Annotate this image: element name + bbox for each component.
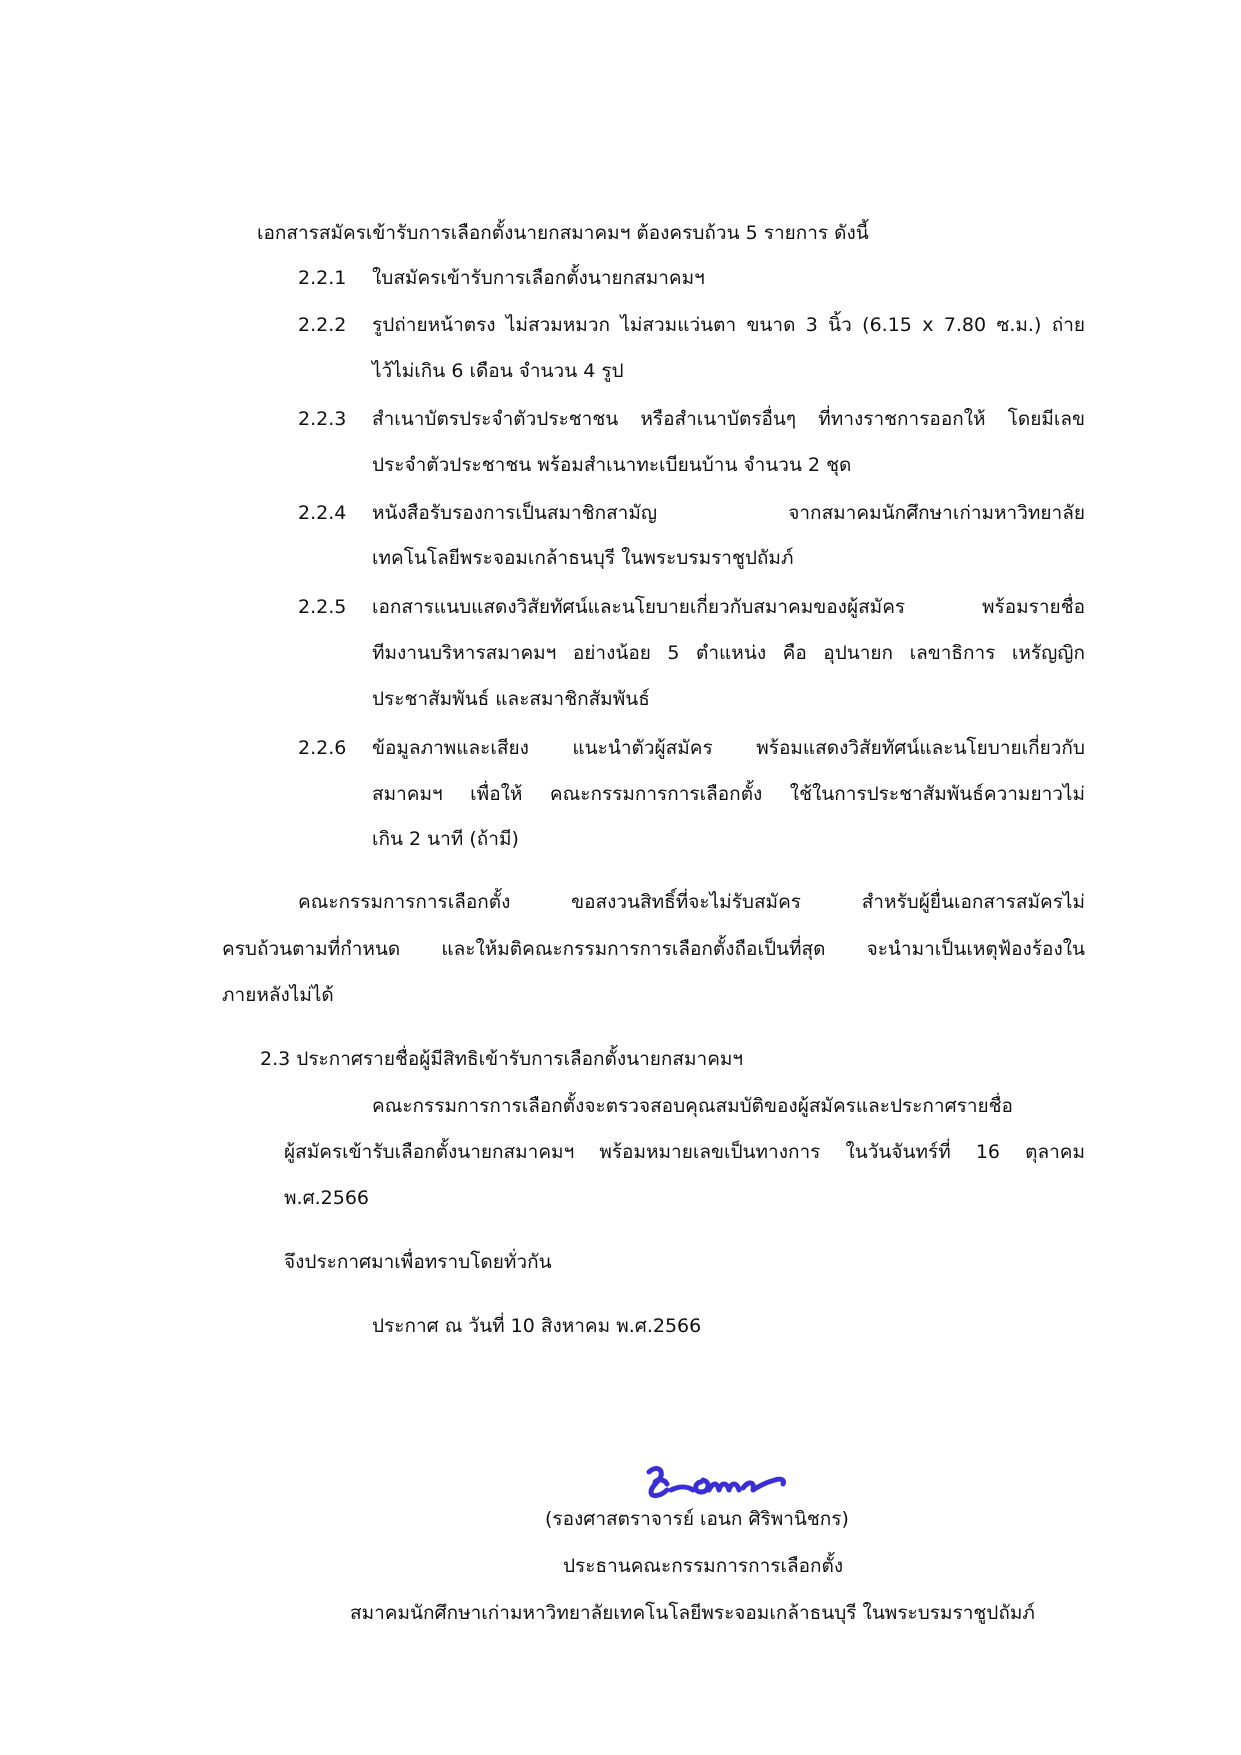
item-text: ประชาสัมพันธ์ และสมาชิกสัมพันธ์ [372, 688, 650, 710]
item-text: ทีมงานบริหารสมาคมฯ อย่างน้อย 5 ตำแหน่ง คือ อุปนายก เลขาธิการ เหรัญญิก [372, 642, 1085, 664]
item-number: 2.2.6 [298, 737, 347, 759]
signatory-name: (รองศาสตราจารย์ เอนก ศิริพานิชกร) [545, 1508, 849, 1530]
signatory-organization: สมาคมนักศึกษาเก่ามหาวิทยาลัยเทคโนโลยีพระจอมเกล้าธนบุรี ในพระบรมราชูปถัมภ์ [350, 1602, 1035, 1624]
section-paragraph-line: พ.ศ.2566 [284, 1187, 370, 1209]
item-text: รูปถ่ายหน้าตรง ไม่สวมหมวก ไม่สวมแว่นตา ขนาด 3 นิ้ว (6.15 x 7.80 ซ.ม.) ถ่าย [372, 314, 1085, 336]
rights-paragraph-line: ภายหลังไม่ได้ [222, 984, 334, 1006]
item-number: 2.2.5 [298, 596, 347, 618]
item-text: ข้อมูลภาพและเสียง แนะนำตัวผู้สมัคร พร้อมแสดงวิสัยทัศน์และนโยบายเกี่ยวกับ [372, 737, 1085, 759]
closing-text: จึงประกาศมาเพื่อทราบโดยทั่วกัน [284, 1251, 552, 1273]
item-text: ใบสมัครเข้ารับการเลือกตั้งนายกสมาคมฯ [372, 267, 705, 289]
item-number: 2.2.3 [298, 408, 347, 430]
section-paragraph-line: คณะกรรมการการเลือกตั้งจะตรวจสอบคุณสมบัติของผู้สมัครและประกาศรายชื่อ [372, 1095, 1013, 1117]
announcement-date: ประกาศ ณ วันที่ 10 สิงหาคม พ.ศ.2566 [372, 1315, 702, 1337]
item-text: เกิน 2 นาที (ถ้ามี) [372, 828, 519, 850]
item-text: ประจำตัวประชาชน พร้อมสำเนาทะเบียนบ้าน จำนวน 2 ชุด [372, 454, 852, 476]
item-number: 2.2.4 [298, 502, 347, 524]
item-number: 2.2.1 [298, 267, 347, 289]
signatory-position: ประธานคณะกรรมการการเลือกตั้ง [563, 1555, 844, 1577]
item-text: สำเนาบัตรประจำตัวประชาชน หรือสำเนาบัตรอื่นๆ ที่ทางราชการออกให้ โดยมีเลข [372, 408, 1085, 430]
item-text: เอกสารแนบแสดงวิสัยทัศน์และนโยบายเกี่ยวกับสมาคมของผู้สมัคร พร้อมรายชื่อ [372, 596, 1085, 618]
intro-text: เอกสารสมัครเข้ารับการเลือกตั้งนายกสมาคมฯ ต้องครบถ้วน 5 รายการ ดังนี้ [257, 222, 869, 244]
rights-paragraph-line: คณะกรรมการการเลือกตั้ง ขอสงวนสิทธิ์ที่จะไม่รับสมัคร สำหรับผู้ยื่นเอกสารสมัครไม่ [298, 891, 1085, 913]
item-text: ไว้ไม่เกิน 6 เดือน จำนวน 4 รูป [372, 360, 624, 382]
item-number: 2.2.2 [298, 314, 347, 336]
section-heading: 2.3 ประกาศรายชื่อผู้มีสิทธิเข้ารับการเลือกตั้งนายกสมาคมฯ [260, 1048, 744, 1070]
item-text: หนังสือรับรองการเป็นสมาชิกสามัญ จากสมาคมนักศึกษาเก่ามหาวิทยาลัย [372, 502, 1085, 524]
signature-image [645, 1460, 790, 1504]
rights-paragraph-line: ครบถ้วนตามที่กำหนด และให้มติคณะกรรมการการเลือกตั้งถือเป็นที่สุด จะนำมาเป็นเหตุฟ้องร้องใน [222, 938, 1085, 960]
item-text: เทคโนโลยีพระจอมเกล้าธนบุรี ในพระบรมราชูปถัมภ์ [372, 547, 794, 569]
section-paragraph-line: ผู้สมัครเข้ารับเลือกตั้งนายกสมาคมฯ พร้อมหมายเลขเป็นทางการ ในวันจันทร์ที่ 16 ตุลาคม [284, 1141, 1085, 1163]
item-text: สมาคมฯ เพื่อให้ คณะกรรมการการเลือกตั้ง ใช้ในการประชาสัมพันธ์ความยาวไม่ [372, 783, 1085, 805]
